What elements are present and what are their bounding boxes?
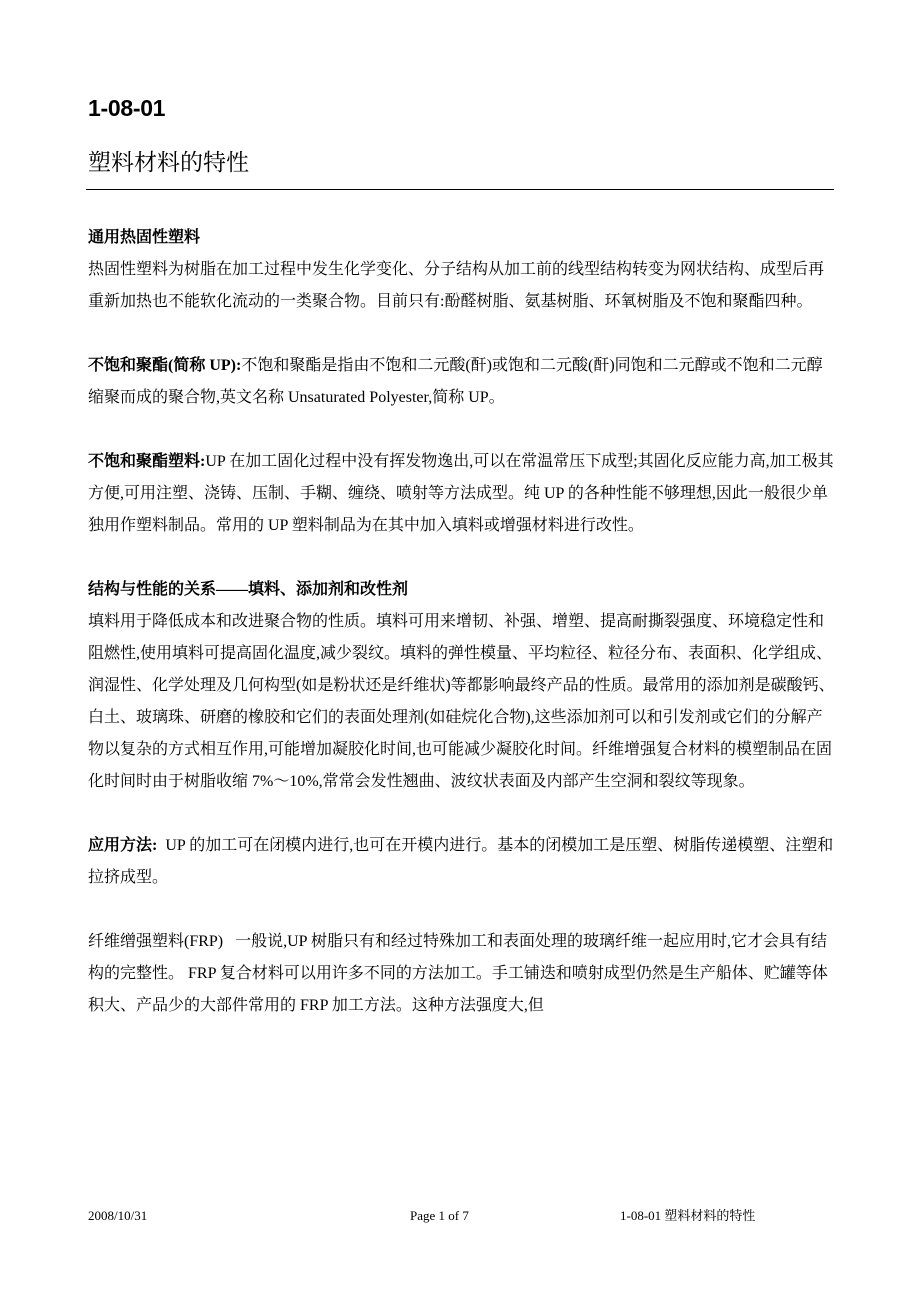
section-paragraph bbox=[88, 830, 838, 894]
footer-date: 2008/10/31 bbox=[88, 1208, 148, 1223]
paragraph-gap bbox=[88, 894, 838, 926]
paragraph-lead: 不饱和聚酯(简称 UP): bbox=[88, 357, 242, 374]
page-footer bbox=[88, 1206, 836, 1226]
footer-document-ref: 1-08-01 塑料材料的特性 bbox=[620, 1208, 756, 1223]
title-divider bbox=[86, 189, 834, 190]
paragraph-lead: 不饱和聚酯塑料: bbox=[88, 453, 206, 470]
section-up-definition bbox=[88, 350, 838, 414]
paragraph-text: UP 的加工可在闭模内进行,也可在开模内进行。基本的闭模加工是压塑、树脂传递模塑、注塑和拉挤成型。 bbox=[88, 837, 834, 886]
document-body bbox=[88, 222, 838, 1022]
section-thermoset bbox=[88, 222, 838, 318]
section-paragraph: 热固性塑料为树脂在加工过程中发生化学变化、分子结构从加工前的线型结构转变为网状结构、成型后再重新加热也不能软化流动的一类聚合物。目前只有:酚醛树脂、氨基树脂、环氧树脂及不饱和聚酯四种。 bbox=[88, 261, 825, 310]
footer-page-number: Page 1 of 7 bbox=[410, 1208, 469, 1223]
paragraph-gap bbox=[88, 318, 838, 350]
paragraph-gap bbox=[88, 542, 838, 574]
section-up-plastics bbox=[88, 446, 838, 542]
paragraph-lead: 应用方法: bbox=[88, 837, 158, 854]
section-frp bbox=[88, 926, 838, 1022]
section-heading: 通用热固性塑料 bbox=[88, 229, 201, 246]
section-paragraph bbox=[88, 446, 838, 542]
section-paragraph: 纤维缯强塑料(FRP) 一般说,UP 树脂只有和经过特殊加工和表面处理的玻璃纤维一起应用时,它才会具有结构的完整性。 FRP 复合材料可以用许多不同的方法加工。手工铺迭和喷射成型仍然是生产船体、贮罐等体积大、产品少的大部件常用的 FRP 加工方法。这种方法强度大,但 bbox=[88, 933, 828, 1014]
paragraph-gap bbox=[88, 798, 838, 830]
section-fillers bbox=[88, 574, 838, 798]
section-application bbox=[88, 830, 838, 894]
section-paragraph: 填料用于降低成本和改进聚合物的性质。填料可用来增韧、补强、增塑、提高耐撕裂强度、环境稳定性和阻燃性,使用填料可提高固化温度,减少裂纹。填料的弹性模量、平均粒径、粒径分布、表面积、化学组成、润湿性、化学处理及几何构型(如是粉状还是纤维状)等都影响最终产品的性质。最常用的添加剂是碳酸钙、白土、玻璃珠、研磨的橡胶和它们的表面处理剂(如硅烷化合物),这些添加剂可以和引发剂或它们的分解产物以复杂的方式相互作用,可能增加凝胶化时间,也可能减少凝胶化时间。纤维增强复合材料的模塑制品在固化时间时由于树脂收缩 7%～10%,常常会发性翘曲、波纹状表面及内部产生空洞和裂纹等现象。 bbox=[88, 613, 835, 790]
paragraph-text: 不饱和聚酯是指由不饱和二元酸(酐)或饱和二元酸(酐)同饱和二元醇或不饱和二元醇缩聚而成的聚合物,英文名称 Unsaturated Polyester,简称 UP。 bbox=[88, 357, 823, 406]
paragraph-gap bbox=[88, 414, 838, 446]
document-title: 塑料材料的特性 bbox=[88, 150, 249, 175]
section-heading: 结构与性能的关系——填料、添加剂和改性剂 bbox=[88, 581, 409, 598]
document-number: 1-08-01 bbox=[88, 95, 166, 121]
paragraph-text: UP 在加工固化过程中没有挥发物逸出,可以在常温常压下成型;其固化反应能力高,加工极其方便,可用注塑、浇铸、压制、手糊、缠绕、喷射等方法成型。纯 UP 的各种性能不够理想,因此一般很少单独用作塑料制品。常用的 UP 塑料制品为在其中加入填料或增强材料进行改性。 bbox=[88, 453, 834, 534]
section-paragraph bbox=[88, 350, 838, 414]
